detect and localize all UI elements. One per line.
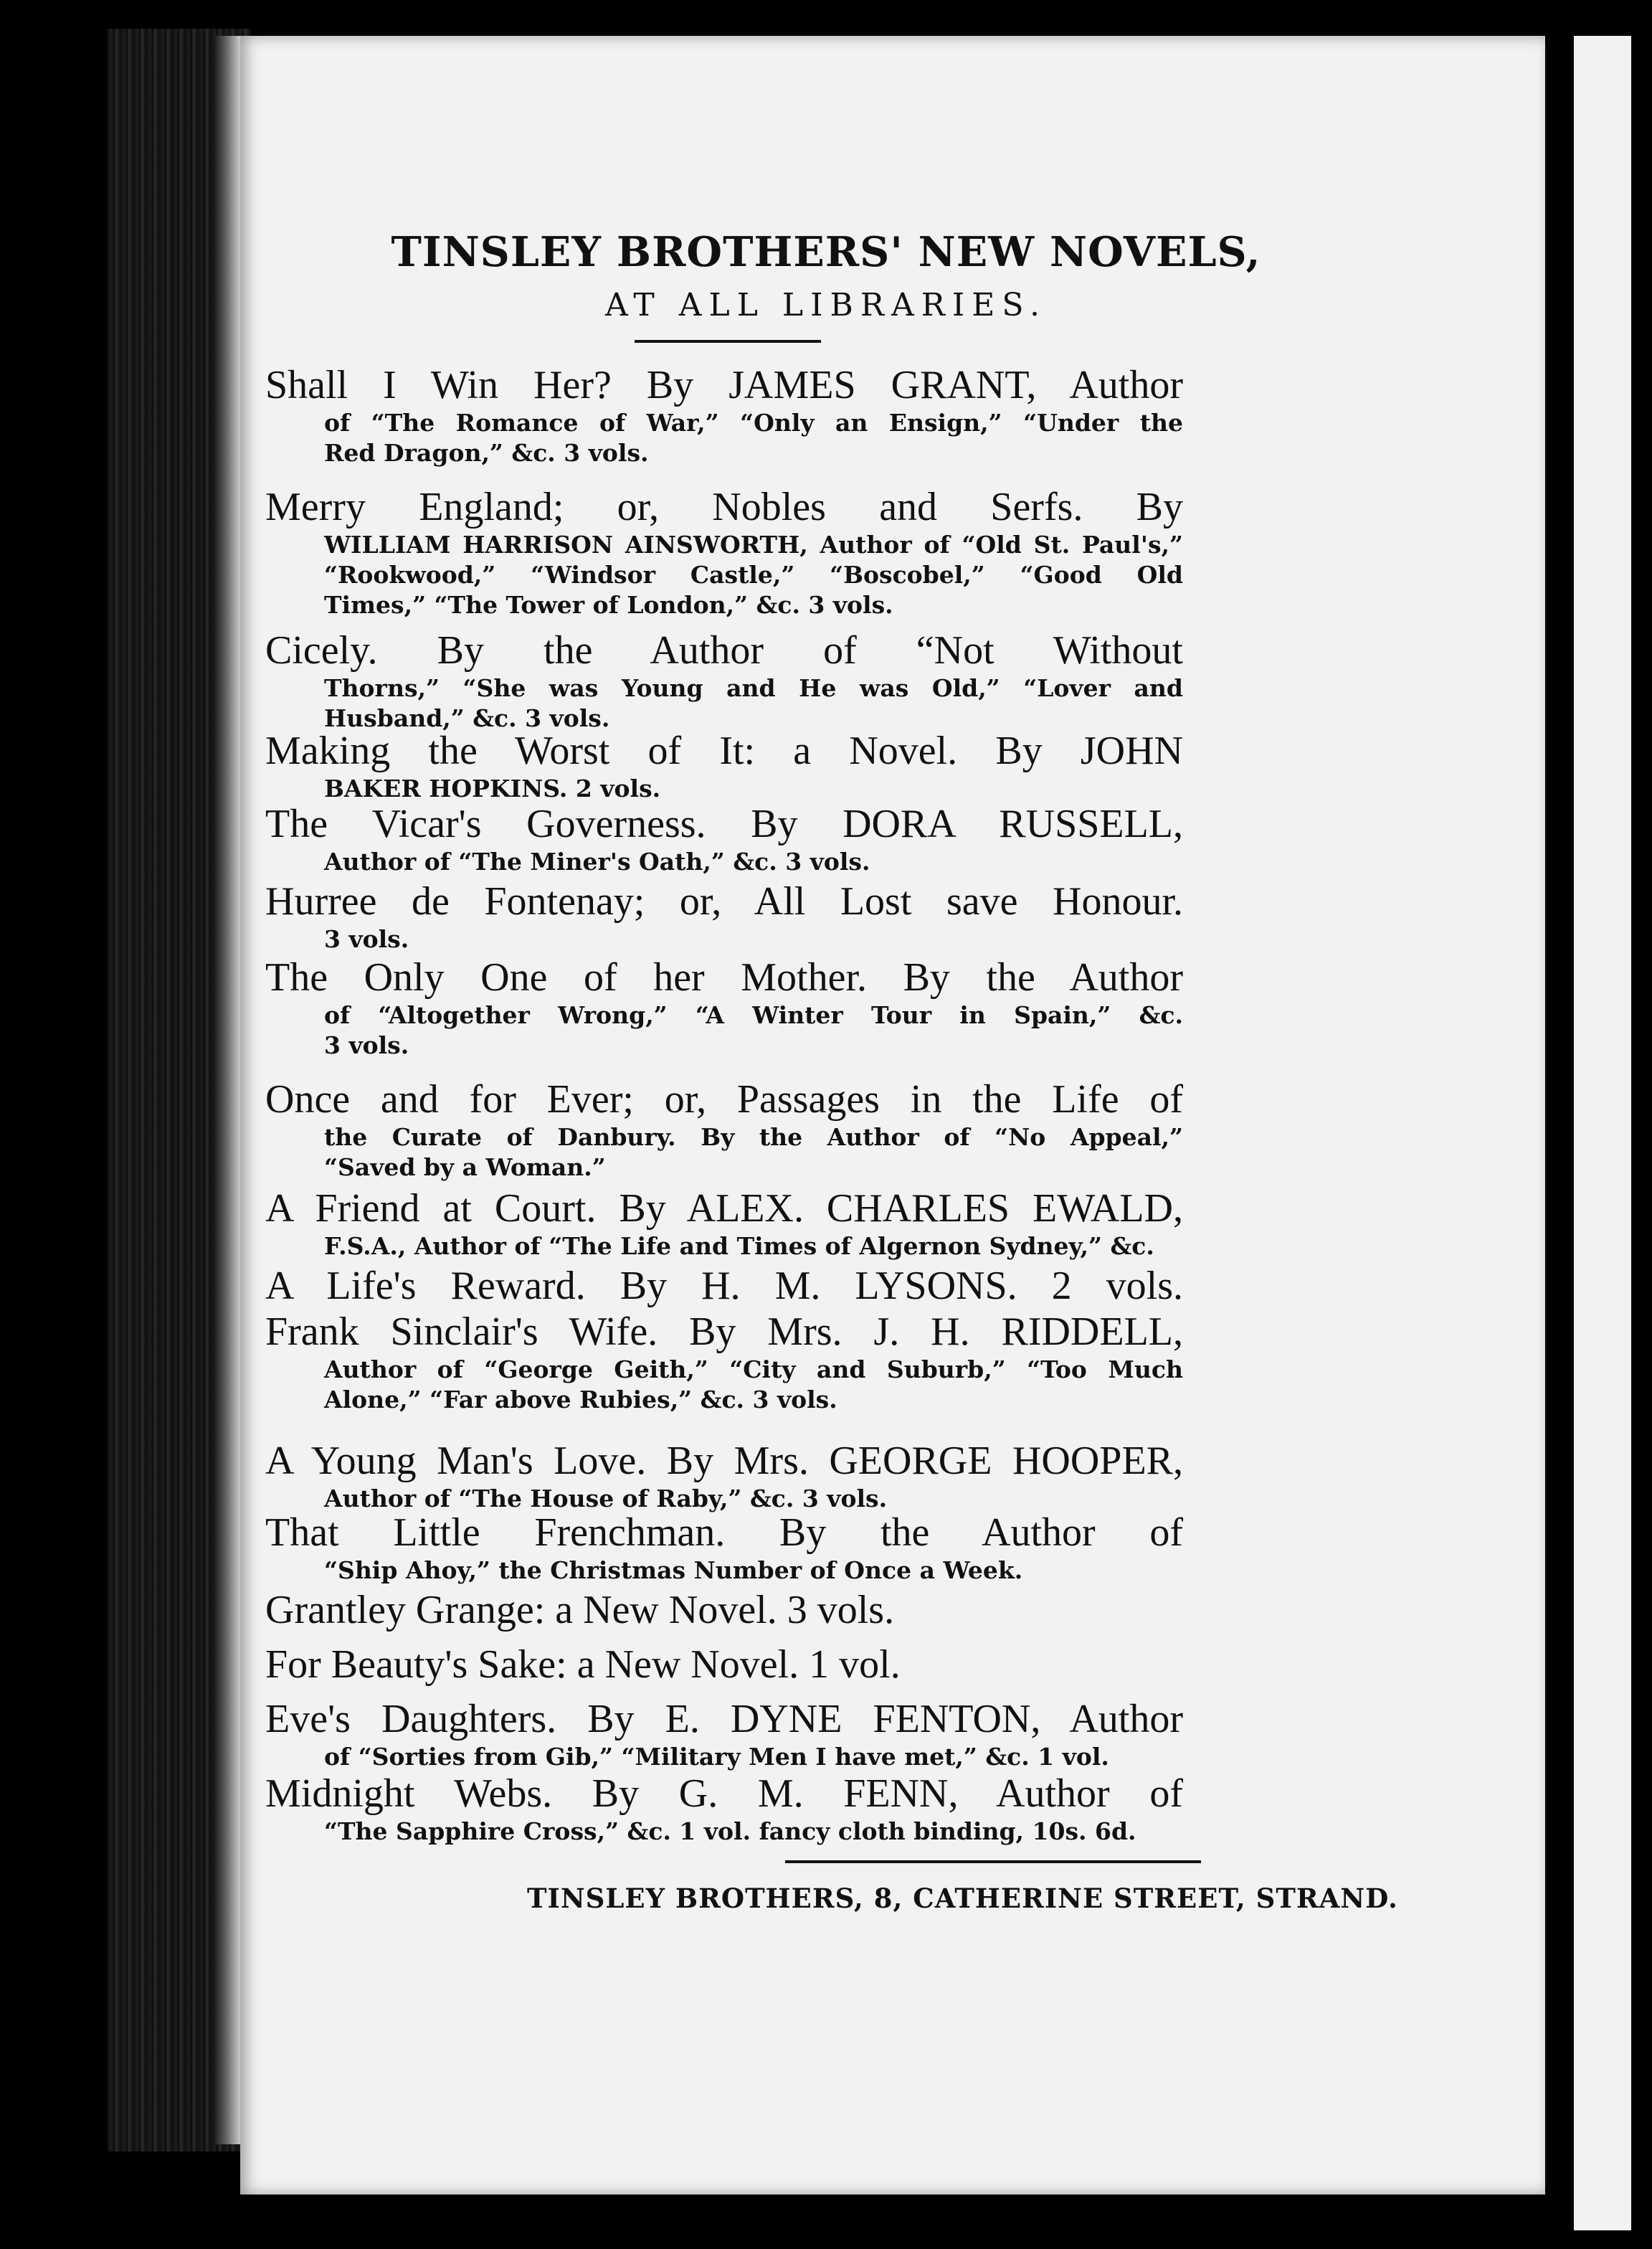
description-line: 3 vols. <box>324 925 409 953</box>
novel-title: The Only One of her Mother. By the Author <box>265 955 1183 1000</box>
description-line: Thorns,” “She was Young and He was Old,” “Lover and <box>324 674 1183 702</box>
novel-title: Grantley Grange: a New Novel. 3 vols. <box>265 1588 895 1632</box>
novel-entry <box>265 1309 1183 1415</box>
description-line: Husband,” &c. 3 vols. <box>324 704 610 732</box>
novel-title: A Life's Reward. By H. M. LYSONS. 2 vols. <box>265 1264 1183 1308</box>
novel-entry <box>265 484 1183 620</box>
novel-entry <box>265 1263 1183 1309</box>
novel-description <box>265 847 1183 877</box>
novel-entry <box>265 1185 1183 1261</box>
novel-title: Frank Sinclair's Wife. By Mrs. J. H. RIDDELL, <box>265 1310 1183 1354</box>
description-line: BAKER HOPKINS. 2 vols. <box>324 775 661 802</box>
description-line: Red Dragon,” &c. 3 vols. <box>324 439 649 467</box>
description-line: “Ship Ahoy,” the Christmas Number of Once a Week. <box>324 1556 1023 1584</box>
book-page-edge <box>215 36 244 2144</box>
novel-entry <box>265 1438 1183 1514</box>
novel-entry <box>265 1587 1183 1633</box>
novel-description <box>265 1000 1183 1061</box>
novel-entry <box>265 879 1183 955</box>
description-line: Author of “The Miner's Oath,” &c. 3 vols. <box>324 848 870 876</box>
novel-entry <box>265 1076 1183 1183</box>
novel-entry <box>265 728 1183 804</box>
novel-entry <box>265 1510 1183 1586</box>
novel-title: That Little Frenchman. By the Author of <box>265 1510 1183 1555</box>
description-line: “The Sapphire Cross,” &c. 1 vol. fancy cloth binding, 10s. 6d. <box>324 1817 1136 1845</box>
header-rule <box>635 340 821 343</box>
description-line: the Curate of Danbury. By the Author of “No Appeal,” <box>324 1123 1183 1151</box>
novel-title: Making the Worst of It: a Novel. By JOHN <box>265 729 1183 773</box>
novel-description <box>265 1742 1183 1772</box>
facing-page-edge <box>1574 36 1631 2230</box>
novel-description <box>265 1556 1183 1586</box>
novel-entry <box>265 1642 1183 1687</box>
description-line: Author of “The House of Raby,” &c. 3 vols. <box>324 1485 888 1512</box>
novel-title: Cicely. By the Author of “Not Without <box>265 628 1183 673</box>
novel-description <box>265 408 1183 468</box>
novel-entry <box>265 801 1183 877</box>
novel-description <box>265 1122 1183 1183</box>
novel-description <box>265 530 1183 620</box>
description-line: Alone,” “Far above Rubies,” &c. 3 vols. <box>324 1386 837 1414</box>
description-line: “Saved by a Woman.” <box>324 1153 606 1181</box>
description-line: of “Sorties from Gib,” “Military Men I have met,” &c. 1 vol. <box>324 1743 1109 1771</box>
page-subtitle: AT ALL LIBRARIES. <box>605 287 1047 323</box>
novel-title: Shall I Win Her? By JAMES GRANT, Author <box>265 363 1183 407</box>
novel-title: Midnight Webs. By G. M. FENN, Author of <box>265 1771 1183 1816</box>
novel-entry <box>265 628 1183 734</box>
novel-entry <box>265 1696 1183 1772</box>
novel-title: For Beauty's Sake: a New Novel. 1 vol. <box>265 1642 901 1687</box>
novel-title: A Friend at Court. By ALEX. CHARLES EWALD, <box>265 1186 1183 1231</box>
publisher-imprint: TINSLEY BROTHERS, 8, CATHERINE STREET, STRAND. <box>527 1883 1398 1914</box>
novel-description <box>265 1817 1183 1847</box>
description-line: WILLIAM HARRISON AINSWORTH, Author of “Old St. Paul's,” <box>324 531 1183 559</box>
novel-title: Eve's Daughters. By E. DYNE FENTON, Author <box>265 1697 1183 1741</box>
novel-description <box>265 924 1183 955</box>
novel-description <box>265 774 1183 804</box>
novel-entry <box>265 362 1183 468</box>
description-line: of “The Romance of War,” “Only an Ensign,” “Under the <box>324 409 1183 437</box>
novel-title: Once and for Ever; or, Passages in the Life of <box>265 1077 1183 1122</box>
novel-title: Hurree de Fontenay; or, All Lost save Honour. <box>265 879 1183 924</box>
description-line: of “Altogether Wrong,” “A Winter Tour in Spain,” &c. <box>324 1001 1183 1029</box>
novel-title: The Vicar's Governess. By DORA RUSSELL, <box>265 802 1183 846</box>
description-line: Author of “George Geith,” “City and Suburb,” “Too Much <box>324 1355 1183 1383</box>
novel-description <box>265 1355 1183 1415</box>
novel-entry <box>265 1771 1183 1847</box>
novel-title: A Young Man's Love. By Mrs. GEORGE HOOPER, <box>265 1439 1183 1483</box>
novel-title: Merry England; or, Nobles and Serfs. By <box>265 485 1183 529</box>
description-line: Times,” “The Tower of London,” &c. 3 vols. <box>324 591 893 619</box>
footer-rule <box>785 1860 1201 1863</box>
novel-entry <box>265 955 1183 1061</box>
description-line: 3 vols. <box>324 1031 409 1059</box>
description-line: F.S.A., Author of “The Life and Times of Algernon Sydney,” &c. <box>324 1232 1154 1260</box>
novel-description <box>265 1231 1183 1261</box>
novel-description <box>265 673 1183 734</box>
description-line: “Rookwood,” “Windsor Castle,” “Boscobel,” “Good Old <box>324 561 1183 589</box>
page-title: TINSLEY BROTHERS' NEW NOVELS, <box>391 228 1261 276</box>
